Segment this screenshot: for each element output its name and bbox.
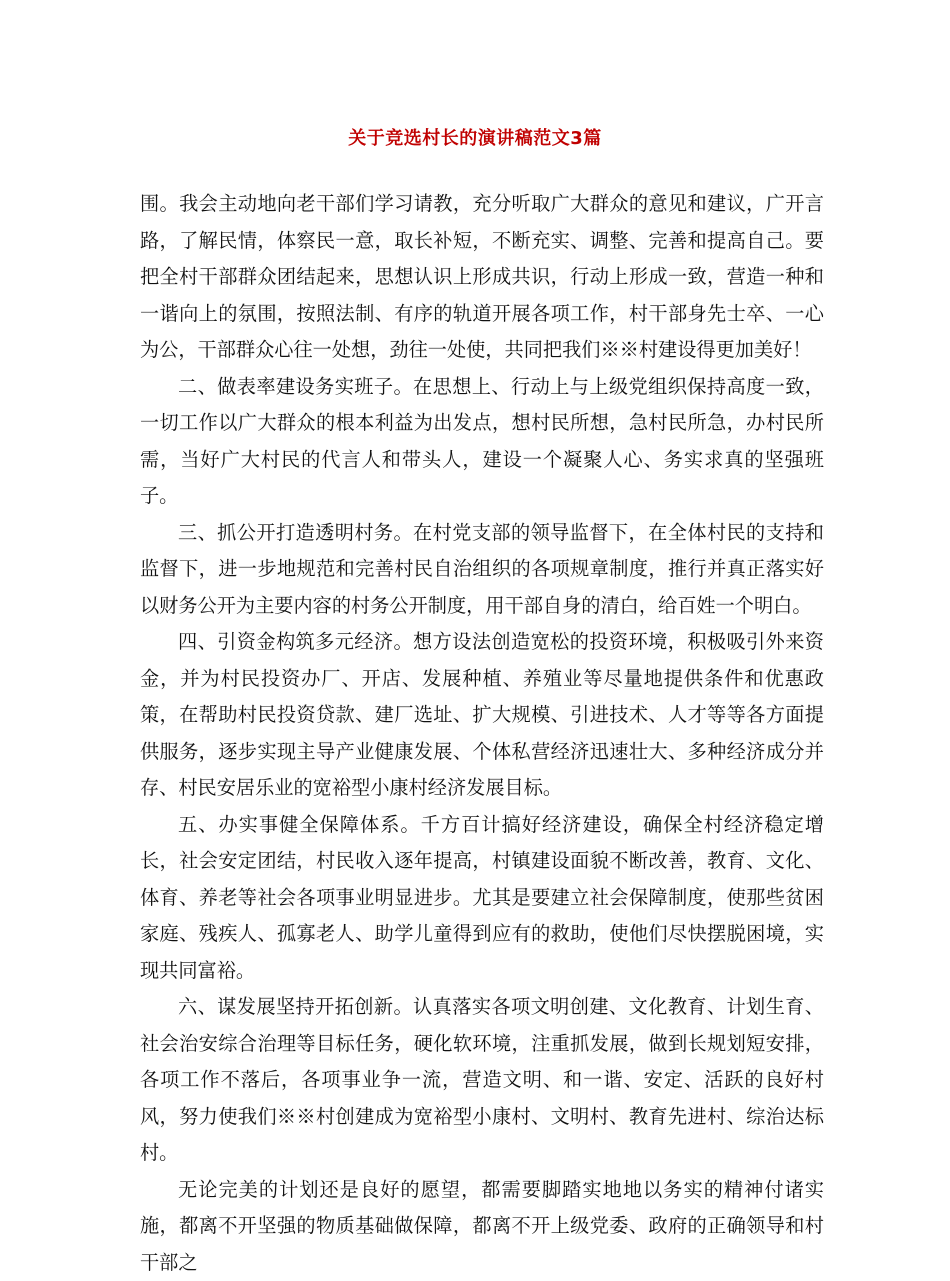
paragraph-item-2: 二、做表率建设务实班子。在思想上、行动上与上级党组织保持高度一致，一切工作以广大群众的根本利益为出发点，想村民所想，急村民所急，办村民所需，当好广大村民的代言人和带头人，建设一个凝聚人心、务实求真的坚强班子。 [140,369,824,515]
paragraph-conclusion: 无论完美的计划还是良好的愿望，都需要脚踏实地地以务实的精神付诸实施，都离不开坚强的物质基础做保障，都离不开上级党委、政府的正确领导和村干部之 [140,1172,824,1281]
document-body [140,186,824,1281]
paragraph-item-3: 三、抓公开打造透明村务。在村党支部的领导监督下，在全体村民的支持和监督下，进一步地规范和完善村民自治组织的各项规章制度，推行并真正落实好以财务公开为主要内容的村务公开制度，用干部自身的清白，给百姓一个明白。 [140,515,824,625]
document-title: 关于竞选村长的演讲稿范文3篇 [0,124,950,150]
paragraph-continuation: 围。我会主动地向老干部们学习请教，充分听取广大群众的意见和建议，广开言路，了解民情，体察民一意，取长补短，不断充实、调整、完善和提高自己。要把全村干部群众团结起来，思想认识上形成共识，行动上形成一致，营造一种和一谐向上的氛围，按照法制、有序的轨道开展各项工作，村干部身先士卒、一心为公，干部群众心往一处想，劲往一处使，共同把我们※※村建设得更加美好！ [140,186,824,369]
paragraph-item-5: 五、办实事健全保障体系。千方百计搞好经济建设，确保全村经济稳定增长，社会安定团结，村民收入逐年提高，村镇建设面貌不断改善，教育、文化、体育、养老等社会各项事业明显进步。尤其是要建立社会保障制度，使那些贫困家庭、残疾人、孤寡老人、助学儿童得到应有的救助，使他们尽快摆脱困境，实现共同富裕。 [140,807,824,990]
paragraph-item-4: 四、引资金构筑多元经济。想方设法创造宽松的投资环境，积极吸引外来资金，并为村民投资办厂、开店、发展种植、养殖业等尽量地提供条件和优惠政策，在帮助村民投资贷款、建厂选址、扩大规模、引进技术、人才等等各方面提供服务，逐步实现主导产业健康发展、个体私营经济迅速壮大、多种经济成分并存、村民安居乐业的宽裕型小康村经济发展目标。 [140,624,824,807]
paragraph-item-6: 六、谋发展坚持开拓创新。认真落实各项文明创建、文化教育、计划生育、社会治安综合治理等目标任务，硬化软环境，注重抓发展，做到长规划短安排，各项工作不落后，各项事业争一流，营造文明、和一谐、安定、活跃的良好村风，努力使我们※※村创建成为宽裕型小康村、文明村、教育先进村、综治达标村。 [140,989,824,1172]
